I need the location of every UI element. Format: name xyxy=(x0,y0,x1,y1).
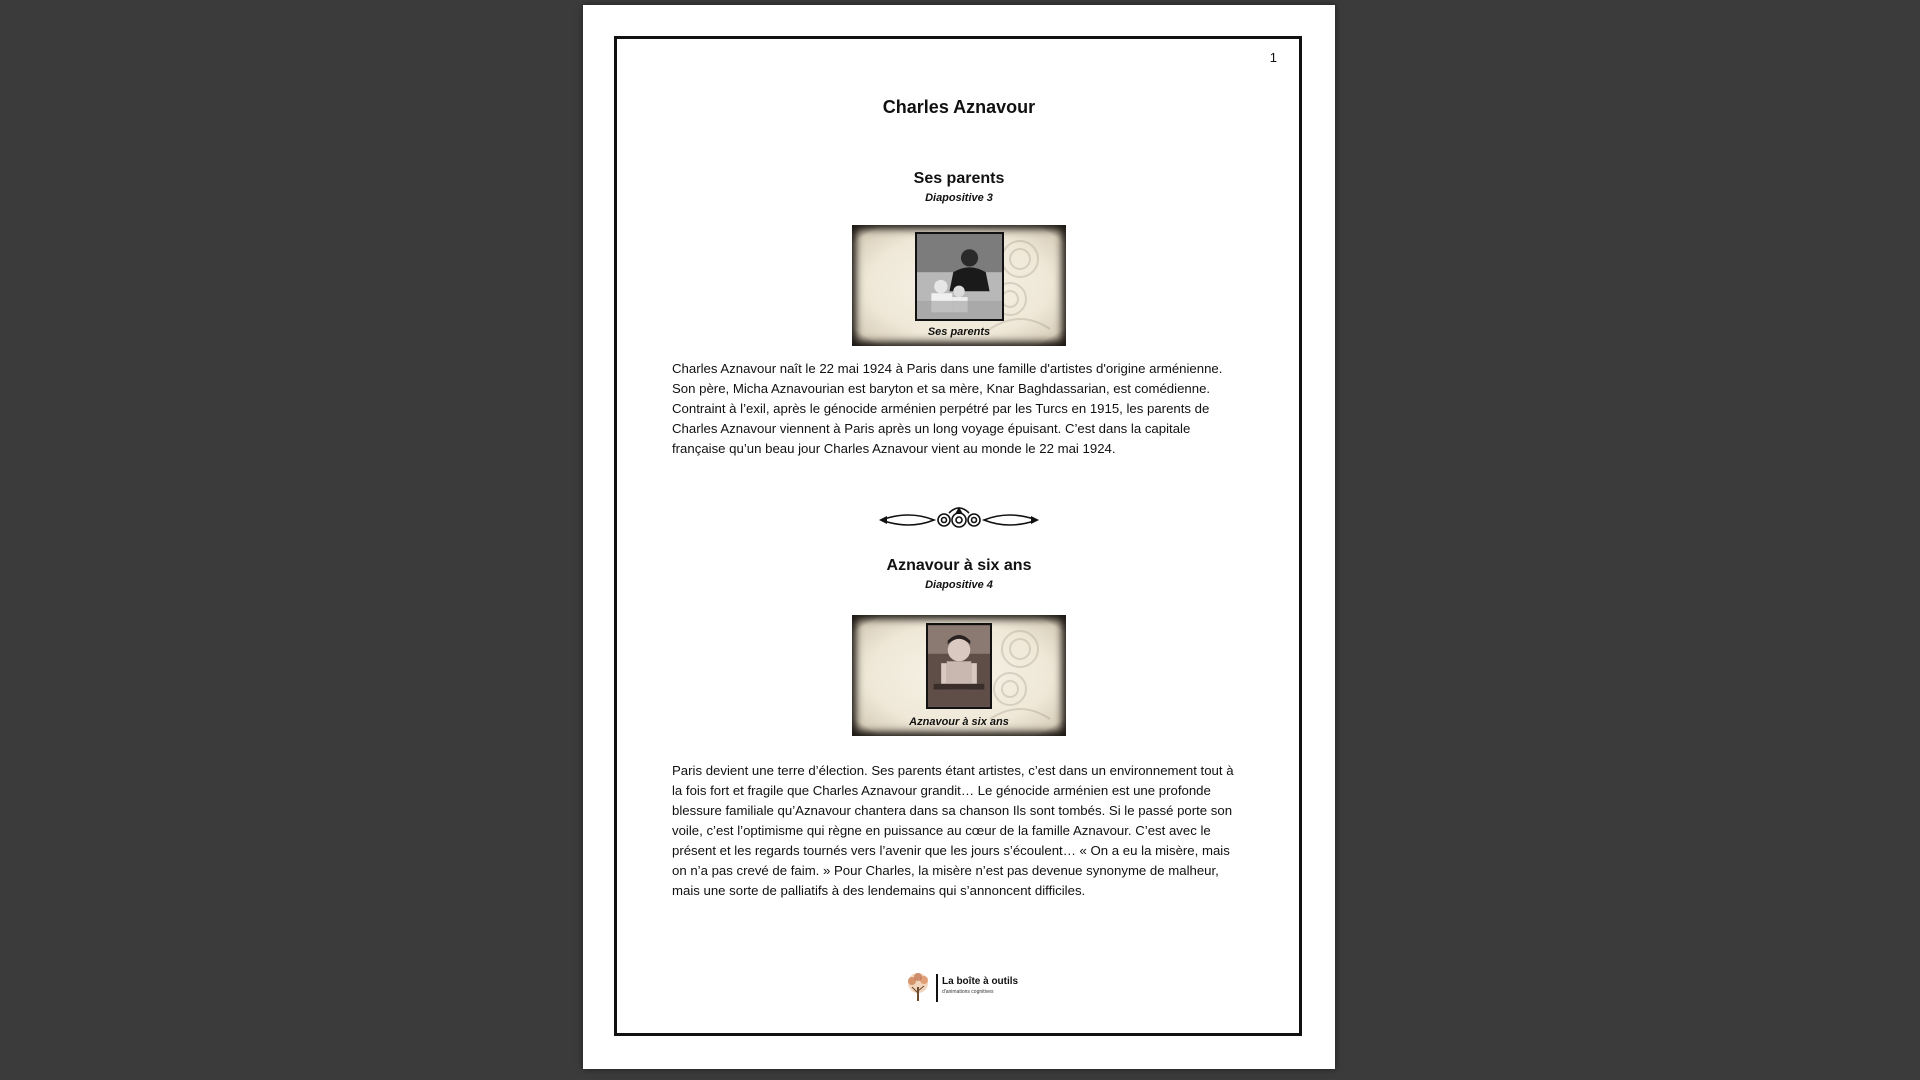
slide-photo-parents xyxy=(915,232,1004,321)
footer-logo xyxy=(903,971,1023,1007)
slide-caption-parents: Ses parents xyxy=(927,326,991,338)
section-heading-six-years: Aznavour à six ans xyxy=(886,557,1032,574)
logo-tagline: d'animations cognitives xyxy=(942,989,994,995)
section-subheading-six-years: Diapositive 4 xyxy=(925,579,993,591)
paragraph: Paris devient une terre d’élection. Ses parents étant artistes, c’est dans un environnement tout à la fois fort et fragile que Charles Aznavour grandit… Le génocide arménien est une profonde blessure familiale qu’Aznavour chantera dans sa chanson Ils sont tombés. Si le passé porte son voile, c’est l’optimisme qui règne en puissance au cœur de la famille Aznavour. C’est avec le présent et les regards tournés vers l’avenir que les jours s’écoulent… « On a eu la misère, mais on n’a pas crevé de faim. » Pour Charles, la misère n’est pas devenue synonyme de malheur, mais une sorte de palliatifs à des lendemains qui s’annoncent difficiles. xyxy=(672,763,1234,898)
section-body-six-years xyxy=(672,761,1247,901)
ornament-divider-icon xyxy=(879,505,1039,535)
section-heading-parents: Ses parents xyxy=(913,170,1005,187)
child-portrait-icon xyxy=(928,625,990,707)
logo-divider xyxy=(936,974,938,1002)
decorative-swirl-icon xyxy=(980,619,1060,731)
tree-logo-icon xyxy=(903,971,933,1005)
slide-photo-six-years xyxy=(926,623,992,709)
section-subheading-parents: Diapositive 3 xyxy=(925,192,993,204)
paragraph: Charles Aznavour naît le 22 mai 1924 à Paris dans une famille d'artistes d'origine arménienne. Son père, Micha Aznavourian est baryton et sa mère, Knar Baghdassarian, est comédienne. xyxy=(672,361,1223,396)
section-body-parents xyxy=(672,359,1247,459)
document-title: Charles Aznavour xyxy=(882,97,1036,117)
slide-thumbnail-six-years xyxy=(852,615,1066,736)
page-number: 1 xyxy=(1269,50,1277,65)
logo-name: La boîte à outils xyxy=(942,976,1019,987)
document-page xyxy=(583,5,1335,1069)
slide-thumbnail-parents xyxy=(852,225,1066,346)
slide-caption-six-years: Aznavour à six ans xyxy=(909,716,1009,728)
family-photo-icon xyxy=(917,234,1002,319)
paragraph: Contraint à l’exil, après le génocide arménien perpétré par les Turcs en 1915, les parents de Charles Aznavour viennent à Paris après un long voyage épuisant. C’est dans la capitale française qu’un beau jour Charles Aznavour vient au monde le 22 mai 1924. xyxy=(672,401,1210,456)
